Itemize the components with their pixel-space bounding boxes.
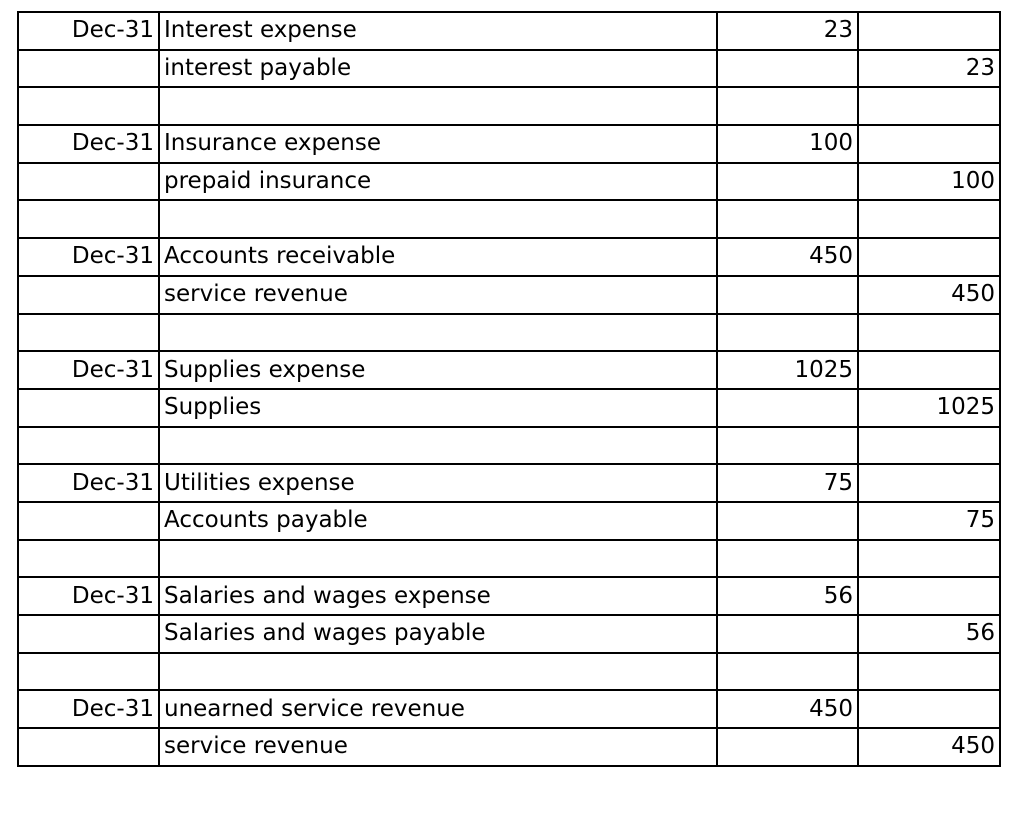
entry-date: Dec-31: [18, 12, 159, 50]
credit-amount: 100: [858, 163, 1000, 201]
debit-account: Salaries and wages expense: [159, 577, 717, 615]
journal-credit-row: [18, 276, 1000, 314]
blank-row: [18, 87, 1000, 125]
credit-account: Supplies: [159, 389, 717, 427]
empty-cell: [717, 427, 858, 465]
entry-date: Dec-31: [18, 238, 159, 276]
empty-date-cell: [18, 276, 159, 314]
empty-cell: [18, 314, 159, 352]
empty-date-cell: [18, 728, 159, 766]
empty-credit-cell: [858, 351, 1000, 389]
debit-account: Interest expense: [159, 12, 717, 50]
credit-account: service revenue: [159, 276, 717, 314]
empty-date-cell: [18, 502, 159, 540]
credit-amount: 56: [858, 615, 1000, 653]
journal-debit-row: [18, 125, 1000, 163]
debit-account: Insurance expense: [159, 125, 717, 163]
empty-debit-cell: [717, 276, 858, 314]
empty-credit-cell: [858, 125, 1000, 163]
blank-row: [18, 653, 1000, 691]
credit-amount: 75: [858, 502, 1000, 540]
credit-account: service revenue: [159, 728, 717, 766]
journal-credit-row: [18, 502, 1000, 540]
journal-debit-row: [18, 351, 1000, 389]
empty-cell: [18, 200, 159, 238]
blank-row: [18, 314, 1000, 352]
empty-cell: [159, 314, 717, 352]
credit-amount: 1025: [858, 389, 1000, 427]
empty-credit-cell: [858, 12, 1000, 50]
empty-cell: [717, 314, 858, 352]
debit-amount: 450: [717, 238, 858, 276]
entry-date: Dec-31: [18, 125, 159, 163]
credit-account: Salaries and wages payable: [159, 615, 717, 653]
journal-debit-row: [18, 690, 1000, 728]
entry-date: Dec-31: [18, 577, 159, 615]
debit-amount: 23: [717, 12, 858, 50]
journal-debit-row: [18, 464, 1000, 502]
empty-cell: [717, 540, 858, 578]
credit-amount: 23: [858, 50, 1000, 88]
empty-credit-cell: [858, 690, 1000, 728]
empty-cell: [159, 653, 717, 691]
empty-credit-cell: [858, 577, 1000, 615]
entry-date: Dec-31: [18, 351, 159, 389]
empty-cell: [159, 427, 717, 465]
empty-cell: [717, 200, 858, 238]
debit-amount: 75: [717, 464, 858, 502]
debit-amount: 1025: [717, 351, 858, 389]
empty-cell: [18, 87, 159, 125]
debit-amount: 100: [717, 125, 858, 163]
journal-credit-row: [18, 389, 1000, 427]
empty-debit-cell: [717, 502, 858, 540]
empty-date-cell: [18, 389, 159, 427]
empty-cell: [18, 427, 159, 465]
credit-account: interest payable: [159, 50, 717, 88]
journal-credit-row: [18, 728, 1000, 766]
credit-amount: 450: [858, 276, 1000, 314]
debit-account: Utilities expense: [159, 464, 717, 502]
empty-date-cell: [18, 50, 159, 88]
empty-cell: [858, 427, 1000, 465]
empty-date-cell: [18, 615, 159, 653]
empty-cell: [858, 314, 1000, 352]
credit-amount: 450: [858, 728, 1000, 766]
journal-credit-row: [18, 50, 1000, 88]
empty-cell: [159, 87, 717, 125]
debit-account: unearned service revenue: [159, 690, 717, 728]
journal-credit-row: [18, 615, 1000, 653]
empty-date-cell: [18, 163, 159, 201]
journal-debit-row: [18, 577, 1000, 615]
debit-account: Supplies expense: [159, 351, 717, 389]
credit-account: prepaid insurance: [159, 163, 717, 201]
blank-row: [18, 200, 1000, 238]
entry-date: Dec-31: [18, 690, 159, 728]
entry-date: Dec-31: [18, 464, 159, 502]
debit-amount: 56: [717, 577, 858, 615]
journal-credit-row: [18, 163, 1000, 201]
debit-account: Accounts receivable: [159, 238, 717, 276]
debit-amount: 450: [717, 690, 858, 728]
credit-account: Accounts payable: [159, 502, 717, 540]
empty-credit-cell: [858, 464, 1000, 502]
empty-debit-cell: [717, 728, 858, 766]
empty-cell: [18, 653, 159, 691]
journal-entries-table: [17, 11, 1001, 767]
journal-body: [18, 12, 1000, 766]
empty-cell: [159, 200, 717, 238]
empty-debit-cell: [717, 615, 858, 653]
empty-cell: [159, 540, 717, 578]
journal-debit-row: [18, 12, 1000, 50]
empty-cell: [858, 200, 1000, 238]
empty-credit-cell: [858, 238, 1000, 276]
empty-cell: [858, 653, 1000, 691]
empty-cell: [717, 87, 858, 125]
empty-debit-cell: [717, 50, 858, 88]
empty-cell: [717, 653, 858, 691]
empty-cell: [858, 87, 1000, 125]
empty-debit-cell: [717, 163, 858, 201]
empty-debit-cell: [717, 389, 858, 427]
blank-row: [18, 540, 1000, 578]
empty-cell: [858, 540, 1000, 578]
journal-debit-row: [18, 238, 1000, 276]
empty-cell: [18, 540, 159, 578]
blank-row: [18, 427, 1000, 465]
